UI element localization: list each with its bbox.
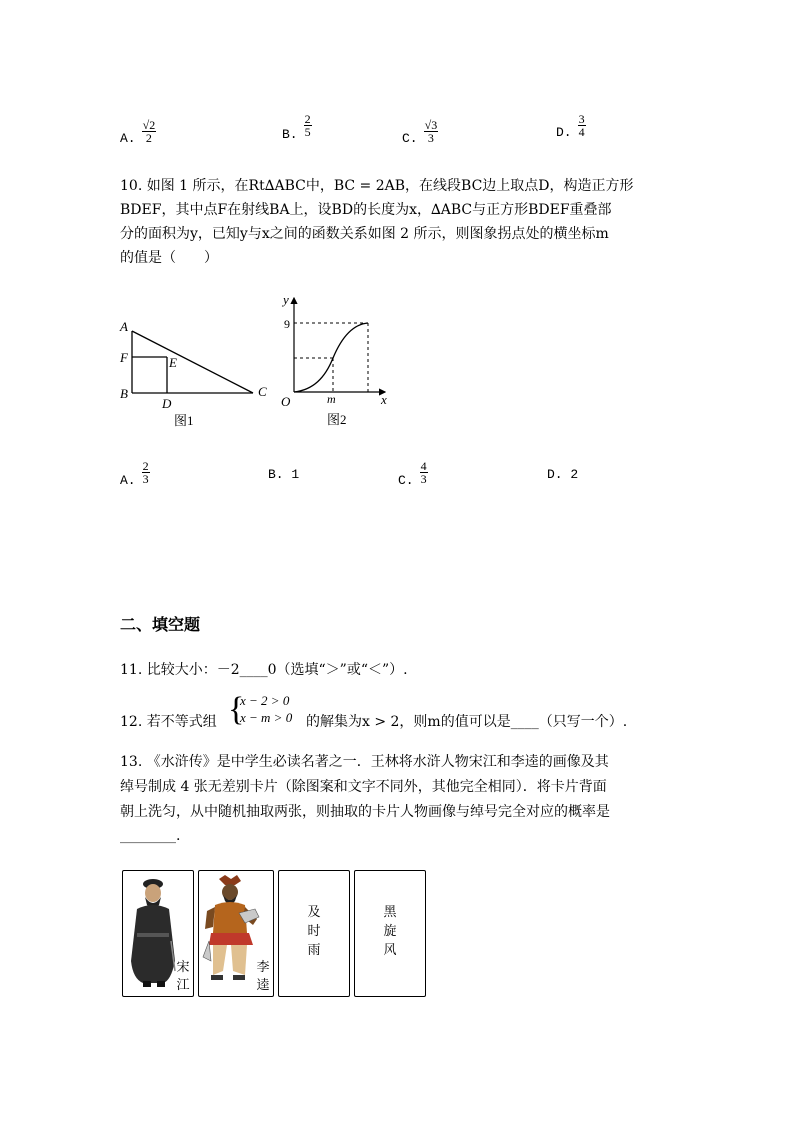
q10-line-3: 分的面积为y，已知y与x之间的函数关系如图 2 所示，则图象拐点处的横坐标m	[120, 226, 609, 242]
q9-option-a-fraction	[142, 119, 157, 144]
q10-figure-2	[275, 290, 400, 430]
q10-option-c-numerator: 4	[420, 459, 427, 473]
q10-line-1: 10. 如图 1 所示，在Rt∆ABC中，BC = 2AB，在线段BC边上取点D，构造正方形	[120, 178, 634, 194]
q13-line-4: ________.	[120, 828, 181, 844]
fig1-caption: 图1	[174, 413, 194, 428]
q12-brace: {	[228, 691, 245, 728]
q10-figure-1	[110, 315, 280, 430]
q9-option-b-denominator: 5	[304, 125, 311, 139]
q9-option-a-numerator: √2	[142, 118, 156, 132]
q13-line-1: 13. 《水浒传》是中学生必读名著之一．王林将水浒人物宋江和李逵的画像及其	[120, 754, 609, 770]
q13-line-2: 绰号制成 4 张无差别卡片（除图案和文字不同外，其他完全相同）．将卡片背面	[120, 779, 607, 795]
q10-option-a-label: A.	[120, 473, 136, 488]
fig2-label-x: x	[381, 392, 387, 407]
q9-option-c	[402, 108, 438, 148]
card-li-kui	[198, 870, 274, 997]
fig2-label-m: m	[327, 392, 336, 406]
fig1-label-a: A	[120, 319, 128, 334]
fig2-label-o: O	[281, 394, 291, 409]
q12-inequality-1: x − 2 > 0	[240, 693, 290, 708]
q9-option-d-denominator: 4	[578, 125, 585, 139]
q10-option-b: B. 1	[268, 467, 300, 482]
q10-option-a	[120, 456, 150, 490]
q9-option-a	[120, 108, 156, 148]
card-hei-xuan-feng-text: 黑旋风	[383, 905, 397, 958]
q9-option-b-label: B.	[282, 127, 298, 142]
fig1-hypotenuse-ac	[132, 331, 253, 393]
q9-option-d-fraction	[578, 113, 586, 138]
q10-option-d: D. 2	[547, 467, 579, 482]
fig1-label-c: C	[258, 384, 267, 399]
card-li-kui-name: 李逵	[256, 960, 270, 993]
q9-option-c-denominator: 3	[427, 131, 434, 145]
q10-option-a-denominator: 3	[142, 472, 149, 486]
q12-suffix: 的解集为x > 2，则m的值可以是____（只写一个）.	[306, 714, 628, 730]
q13-line-3: 朝上洗匀，从中随机抽取两张，则抽取的卡片人物画像与绰号完全对应的概率是	[120, 804, 610, 820]
fig1-label-b: B	[120, 386, 128, 401]
q9-option-d	[556, 108, 586, 144]
q12-prefix: 12. 若不等式组	[120, 714, 217, 730]
q10-option-c-denominator: 3	[420, 472, 427, 486]
fig1-label-d: D	[162, 396, 172, 411]
fig2-label-nine: 9	[284, 317, 290, 331]
q10-option-a-fraction	[142, 460, 150, 485]
card-ji-shi-yu-text: 及时雨	[307, 905, 321, 958]
section-title: 二、填空题	[120, 615, 201, 634]
fig1-label-e: E	[169, 355, 177, 370]
q10-line-4: 的值是（ ）	[120, 250, 218, 266]
card-song-jiang	[122, 870, 194, 997]
q10-option-c-label: C.	[398, 473, 414, 488]
card-ji-shi-yu	[278, 870, 350, 997]
q9-option-a-denominator: 2	[145, 131, 152, 145]
q10-option-a-numerator: 2	[142, 459, 149, 473]
q9-option-b	[282, 108, 312, 146]
q9-option-c-numerator: √3	[424, 118, 438, 132]
card-song-jiang-name: 宋江	[176, 960, 190, 993]
q10-option-c-fraction	[420, 460, 428, 485]
q9-option-d-label: D.	[556, 125, 572, 140]
q9-option-c-label: C.	[402, 131, 418, 146]
q9-option-d-numerator: 3	[578, 112, 585, 126]
q12-inequality-2: x − m > 0	[240, 710, 293, 725]
q10-line-2: BDEF，其中点F在射线BA上，设BD的长度为x，∆ABC与正方形BDEF重叠部	[120, 202, 612, 218]
q9-option-a-label: A.	[120, 131, 136, 146]
q10-option-c	[398, 456, 428, 490]
q9-option-b-fraction	[304, 113, 312, 138]
fig2-label-y: y	[283, 292, 289, 307]
q9-option-b-numerator: 2	[304, 112, 311, 126]
q11-text: 11. 比较大小：－2____0（选填“＞”或“＜”）.	[120, 662, 408, 678]
fig1-label-f: F	[120, 350, 128, 365]
card-hei-xuan-feng	[354, 870, 426, 997]
fig2-caption: 图2	[327, 412, 347, 427]
q9-option-c-fraction	[424, 119, 439, 144]
